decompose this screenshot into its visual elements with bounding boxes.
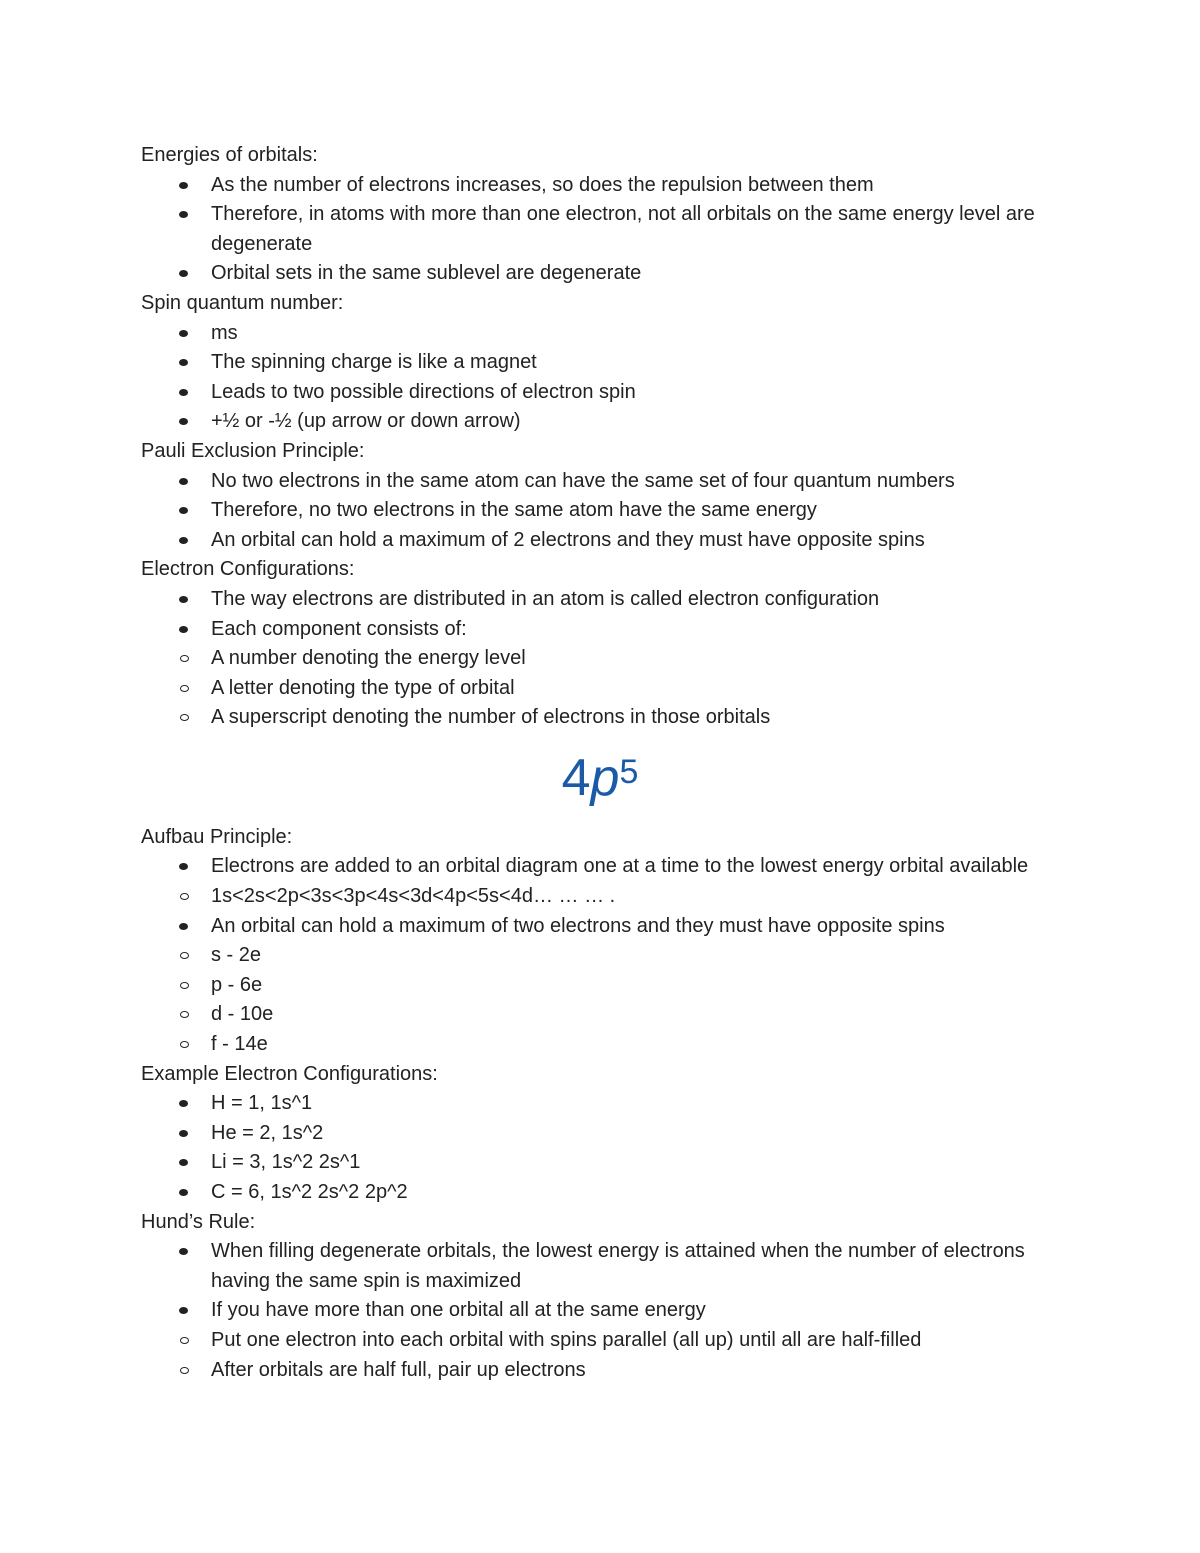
section-heading: Spin quantum number: [141,291,344,314]
list-item: Leads to two possible directions of electron spin [141,378,1061,408]
sub-list-item: A letter denoting the type of orbital [141,674,1061,704]
list-item: Therefore, in atoms with more than one electron, not all orbitals on the same energy level are degenerate [141,200,1061,259]
section-spin-quantum-number [141,289,1061,437]
bullet-list [141,912,1061,942]
list-item: Li = 3, 1s^2 2s^1 [141,1148,1061,1178]
section-example-electron-configurations [141,1060,1061,1208]
list-item: An orbital can hold a maximum of two electrons and they must have opposite spins [141,912,1061,942]
list-item: As the number of electrons increases, so does the repulsion between them [141,171,1061,201]
formula-expression [561,748,639,807]
bullet-list [141,1089,1061,1207]
list-item: He = 2, 1s^2 [141,1119,1061,1149]
section-heading: Aufbau Principle: [141,825,293,848]
bullet-list [141,852,1061,882]
section-heading: Energies of orbitals: [141,144,318,166]
bullet-list [141,319,1061,437]
list-item [141,615,1061,645]
sub-list-item: 1s<2s<2p<3s<3p<4s<3d<4p<5s<4d… … … . [141,882,1061,912]
list-item: Orbital sets in the same sublevel are degenerate [141,259,1061,289]
list-item: Therefore, no two electrons in the same atom have the same energy [141,496,1061,526]
list-item: When filling degenerate orbitals, the lowest energy is attained when the number of electrons having the same spin is maximized [141,1237,1061,1296]
sub-list-item: p - 6e [141,971,1061,1001]
list-item: The spinning charge is like a magnet [141,348,1061,378]
section-electron-configurations [141,555,1061,733]
formula-4p5 [0,733,1200,823]
section-aufbau-principle [141,823,1061,1060]
formula-superscript: 5 [619,752,639,791]
bullet-list [141,1237,1061,1326]
formula-energy-level: 4 [561,748,591,807]
section-hunds-rule [141,1208,1061,1386]
sub-list-item: After orbitals are half full, pair up electrons [141,1356,1061,1386]
bullet-list [141,171,1061,289]
section-pauli-exclusion-principle [141,437,1061,555]
sub-list-item: A number denoting the energy level [141,644,1061,674]
section-heading: Hund’s Rule: [141,1210,256,1233]
document-page [141,141,1061,1385]
section-heading: Pauli Exclusion Principle: [141,439,365,462]
list-item: Electrons are added to an orbital diagram one at a time to the lowest energy orbital available [141,852,1061,882]
list-item-text: Each component consists of: [211,617,467,640]
sub-bullet-list [141,941,1061,1059]
list-item: The way electrons are distributed in an atom is called electron configuration [141,585,1061,615]
list-item: No two electrons in the same atom can have the same set of four quantum numbers [141,467,1061,497]
sub-bullet-list [141,644,1061,733]
list-item: H = 1, 1s^1 [141,1089,1061,1119]
list-item: C = 6, 1s^2 2s^2 2p^2 [141,1178,1061,1208]
formula-orbital-letter: p [590,748,620,807]
sub-list-item: f - 14e [141,1030,1061,1060]
bullet-list [141,585,1061,644]
list-item: ms [141,319,1061,349]
section-heading: Example Electron Configurations: [141,1062,438,1085]
sub-list-item: s - 2e [141,941,1061,971]
list-item: +½ or -½ (up arrow or down arrow) [141,407,1061,437]
sub-bullet-list [141,882,1061,912]
section-heading: Electron Configurations: [141,558,355,581]
bullet-list [141,467,1061,556]
sub-list-item: A superscript denoting the number of electrons in those orbitals [141,703,1061,733]
list-item: An orbital can hold a maximum of 2 electrons and they must have opposite spins [141,526,1061,556]
sub-bullet-list [141,1326,1061,1385]
sub-list-item: Put one electron into each orbital with spins parallel (all up) until all are half-filled [141,1326,1061,1356]
section-energies-of-orbitals [141,141,1061,289]
list-item: If you have more than one orbital all at the same energy [141,1296,1061,1326]
sub-list-item: d - 10e [141,1000,1061,1030]
